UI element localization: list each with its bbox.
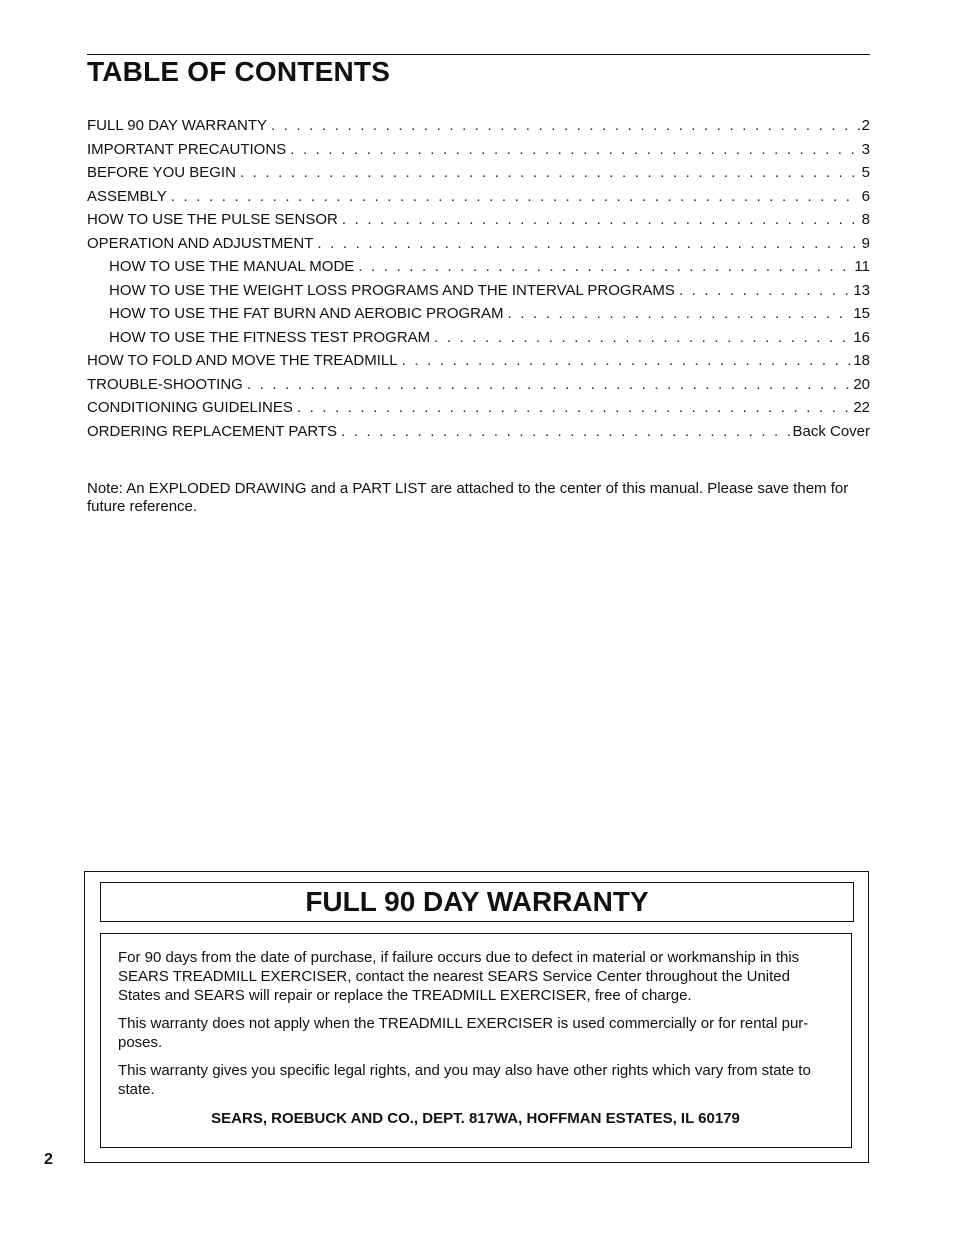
toc-entry-label: ASSEMBLY bbox=[87, 187, 167, 205]
toc-entry-page: 8 bbox=[861, 211, 870, 228]
toc-entry bbox=[87, 163, 870, 187]
toc-entry-page: 13 bbox=[853, 281, 870, 299]
toc-entry-label: OPERATION AND ADJUSTMENT bbox=[87, 234, 314, 252]
toc-entry-page: 16 bbox=[853, 328, 870, 346]
toc-entry bbox=[87, 304, 870, 328]
toc-leader-dots bbox=[679, 281, 851, 301]
toc-entry-page: 20 bbox=[853, 375, 870, 393]
toc-leader-dots bbox=[358, 257, 852, 277]
toc-leader-dots bbox=[341, 422, 790, 442]
toc-leader-dots bbox=[240, 163, 860, 183]
toc-entry bbox=[87, 140, 870, 164]
toc-entry-label: HOW TO USE THE PULSE SENSOR bbox=[87, 211, 338, 228]
toc-leader-dots bbox=[508, 304, 852, 324]
toc-leader-dots bbox=[317, 234, 859, 254]
toc-leader-dots bbox=[271, 116, 860, 136]
toc-entry-label: HOW TO USE THE FITNESS TEST PROGRAM bbox=[109, 328, 431, 346]
top-rule bbox=[87, 54, 870, 55]
toc-entry-page: 22 bbox=[853, 399, 870, 416]
toc-entry-page: 18 bbox=[853, 352, 870, 369]
toc-entry bbox=[87, 351, 870, 375]
toc-entry-page: 5 bbox=[861, 164, 870, 181]
toc-entry bbox=[87, 116, 870, 140]
toc-entry-label: HOW TO USE THE FAT BURN AND AEROBIC PROGRAM bbox=[109, 305, 504, 322]
toc-entry bbox=[87, 422, 870, 446]
toc-leader-dots bbox=[247, 375, 851, 395]
toc-entry-page: 9 bbox=[861, 234, 870, 252]
toc-entry bbox=[87, 281, 870, 305]
toc-entry-label: IMPORTANT PRECAUTIONS bbox=[87, 140, 287, 158]
warranty-paragraph: This warranty gives you specific legal rights, and you may also have other rights which vary from state to state. bbox=[118, 1062, 811, 1098]
toc-entry-page: Back Cover bbox=[792, 422, 870, 440]
toc-entry-label: HOW TO FOLD AND MOVE THE TREADMILL bbox=[87, 352, 398, 369]
page-title: TABLE OF CONTENTS bbox=[87, 56, 391, 87]
toc-leader-dots bbox=[342, 210, 860, 230]
warranty-heading: FULL 90 DAY WARRANTY bbox=[100, 882, 854, 922]
toc-leader-dots bbox=[171, 187, 860, 207]
toc-entry-label: HOW TO USE THE MANUAL MODE bbox=[109, 258, 355, 275]
toc-entry bbox=[87, 257, 870, 281]
page-number: 2 bbox=[44, 1151, 53, 1168]
table-of-contents bbox=[87, 116, 870, 445]
toc-leader-dots bbox=[402, 351, 852, 371]
warranty-paragraph: For 90 days from the date of purchase, if failure occurs due to defect in material or workmanship in this SEARS TREADMILL EXERCISER, contact the nearest SEARS Service Center throughout the United States and SEARS will repair or replace the TREADMILL EXERCISER, free of charge. bbox=[118, 949, 800, 1004]
toc-entry-page: 11 bbox=[854, 258, 870, 275]
warranty-address: SEARS, ROEBUCK AND CO., DEPT. 817WA, HOFFMAN ESTATES, IL 60179 bbox=[211, 1110, 740, 1127]
toc-entry-page: 3 bbox=[861, 140, 870, 158]
toc-entry bbox=[87, 187, 870, 211]
toc-entry bbox=[87, 234, 870, 258]
toc-entry-label: ORDERING REPLACEMENT PARTS bbox=[87, 422, 338, 440]
toc-entry bbox=[87, 210, 870, 234]
toc-entry bbox=[87, 375, 870, 399]
toc-leader-dots bbox=[290, 140, 859, 160]
toc-entry-label: FULL 90 DAY WARRANTY bbox=[87, 117, 268, 134]
warranty-body bbox=[100, 933, 852, 1148]
toc-entry-page: 2 bbox=[861, 117, 870, 134]
toc-entry-label: HOW TO USE THE WEIGHT LOSS PROGRAMS AND THE INTERVAL PROGRAMS bbox=[109, 281, 675, 299]
toc-entry bbox=[87, 328, 870, 352]
note-text: Note: An EXPLODED DRAWING and a PART LIST are attached to the center of this manual. Please save them for future reference. bbox=[87, 480, 849, 515]
toc-entry-label: BEFORE YOU BEGIN bbox=[87, 164, 236, 181]
toc-entry bbox=[87, 398, 870, 422]
toc-entry-label: TROUBLE-SHOOTING bbox=[87, 375, 243, 393]
toc-entry-label: CONDITIONING GUIDELINES bbox=[87, 399, 293, 416]
toc-leader-dots bbox=[434, 328, 851, 348]
toc-entry-page: 15 bbox=[853, 305, 870, 322]
warranty-paragraph: This warranty does not apply when the TREADMILL EXERCISER is used commercially or for rental pur-poses. bbox=[118, 1015, 809, 1051]
toc-entry-page: 6 bbox=[861, 187, 870, 205]
toc-leader-dots bbox=[297, 398, 851, 418]
